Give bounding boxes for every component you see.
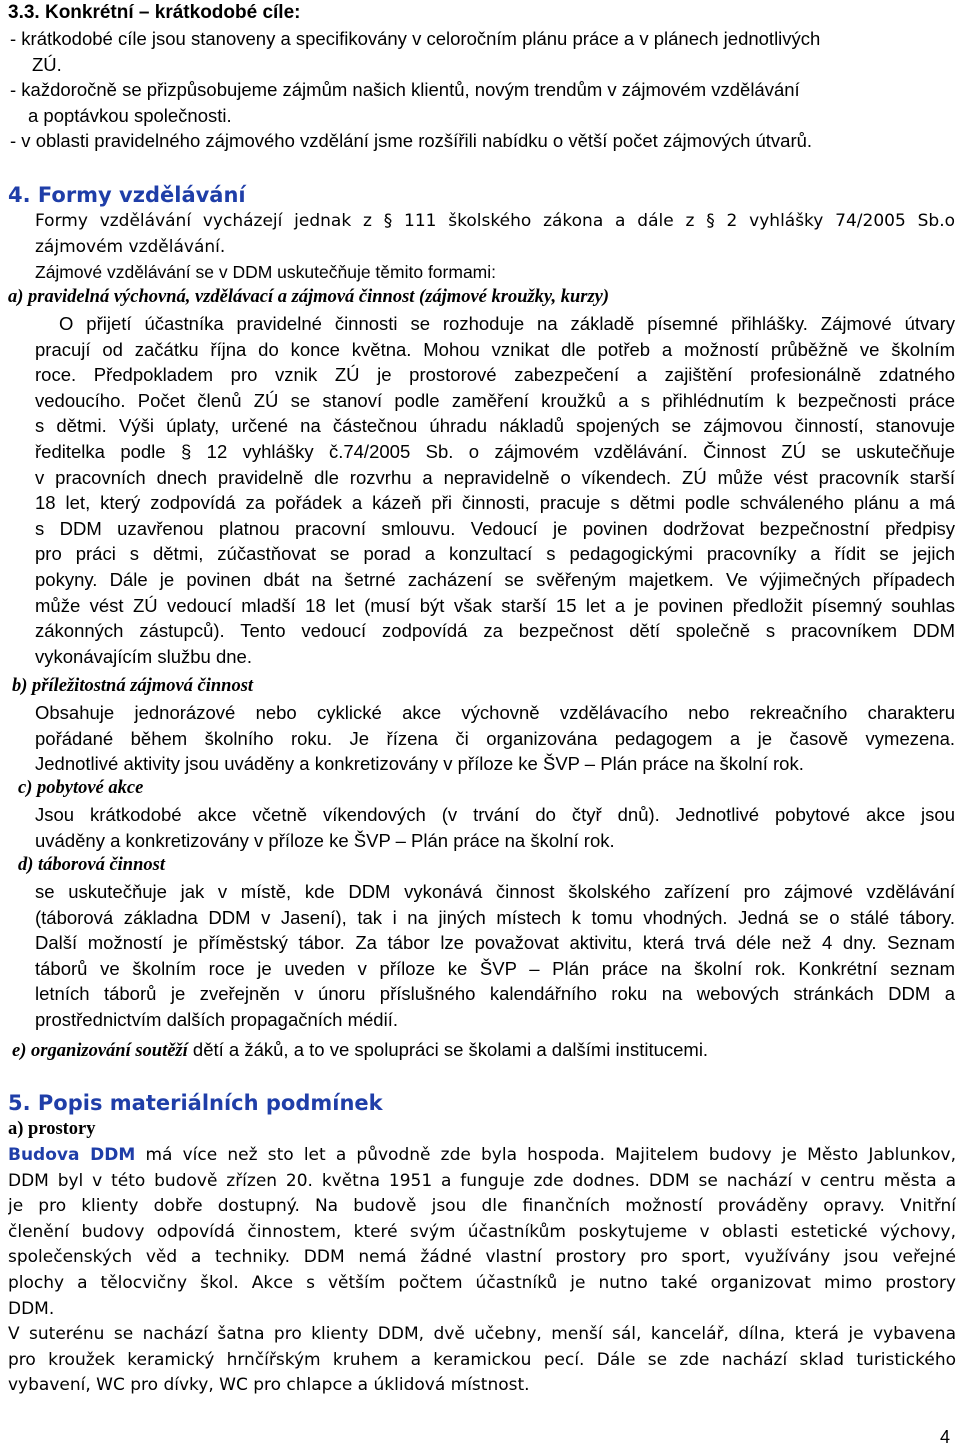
form-b-text: Obsahuje jednorázové nebo cyklické akce výchovně vzdělávacího nebo rekreačního charakteru pořádané během školního roku. Je řízena či organizována pedagogem a je časově vymezena. Jednotlivé aktivity jsou uváděny a konkretizovány v příloze ke ŠVP – Plán práce na školní rok. bbox=[35, 702, 955, 775]
section-5-heading: 5. Popis materiálních podmínek bbox=[8, 1091, 383, 1115]
section-5-text: Budova DDM má více než sto let a původně zde byla hospoda. Majitelem budovy je Město Jablunkov, DDM byl v této budově zřízen 20. května 1951 a funguje zde dodnes. DDM se nachází v centru města a je pro klienty dobře dostupný. Na budově jsou dle finančních možností prováděny opravy. Vnitřní členění budovy odpovídá činnostem, které svým účastníkům poskytujeme v oblasti estetické výchovy, společenských věd a techniky. DDM nemá žádné vlastní prostory pro sport, využívány jsou veřejné plochy a tělocvičny škol. Akce s větším počtem účastníků je nutno také organizovat mimo prostory DDM. bbox=[8, 1145, 956, 1319]
form-c-title: c) pobytové akce bbox=[18, 778, 144, 798]
list-item: - krátkodobé cíle jsou stanoveny a specifikovány v celoročním plánu práce a v plánech jednotlivých bbox=[10, 28, 821, 49]
section-3-3-list bbox=[10, 26, 915, 154]
form-e-line bbox=[12, 1037, 708, 1063]
section-5-subheading: a) prostory bbox=[8, 1119, 96, 1139]
form-e-title: e) organizování soutěží bbox=[12, 1041, 188, 1061]
form-a-title: a) pravidelná výchovná, vzdělávací a zájmová činnost (zájmové kroužky, kurzy) bbox=[8, 287, 610, 307]
section-4-heading: 4. Formy vzdělávání bbox=[8, 183, 246, 207]
section-3-3-heading: 3.3. Konkrétní – krátkodobé cíle: bbox=[8, 2, 301, 23]
form-d-title: d) táborová činnost bbox=[18, 855, 165, 875]
form-a-text: O přijetí účastníka pravidelné činnosti se rozhoduje na základě písemné přihlášky. Zájmové útvary pracují od začátku října do konce května. Mohou vznikat dle potřeb a možností průběžně ve školním roce. Předpokladem pro vznik ZÚ je prostorové zabezpečení a zajištění profesionálně zdatného vedoucího. Počet členů ZÚ se stanoví podle zaměření kroužků a s přihlédnutím k bezpečnosti práce s dětmi. Výši úplaty, určené na částečnou úhradu nákladů spojených se zájmovou činností, stanovuje ředitelka podle § 12 vyhlášky č.74/2005 Sb. o zájmovém vzdělávání. Činnost ZÚ se uskutečňuje v pracovních dnech pravidelně dle rozvrhu a nepravidelně o víkendech. ZÚ může vést pracovník starší 18 let, který zodpovídá za pořádek a kázeň při činnosti, pracuje s dětmi podle schváleného plánu a má s DDM uzavřenou platnou pracovní smlouvu. Vedoucí je povinen dodržovat bezpečnostní předpisy pro práci s dětmi, zúčastňovat se porad a konzultací s pedagogickými pracovníky a řídit se jejich pokyny. Dále je povinen dbát na šetrné zacházení se svěřeným majetkem. Ve výjimečných případech může vést ZÚ vedoucí mladší 18 let (musí být však starší 15 let a je povinen předložit písemný souhlas zákonných zástupců). Tento vedoucí zodpovídá za bezpečnost dětí společně s pracovníkem DDM vykonávajícím službu dne. bbox=[35, 313, 955, 667]
building-lead: Budova DDM bbox=[8, 1145, 136, 1165]
list-item: - každoročně se přizpůsobujeme zájmům našich klientů, novým trendům v zájmovém vzdělávání bbox=[10, 79, 800, 101]
form-e-text: dětí a žáků, a to ve spolupráci se školami a dalšími institucemi. bbox=[187, 1039, 709, 1060]
form-d-text: se uskutečňuje jak v místě, kde DDM vykonává činnost školského zařízení pro zájmové vzdělávání (táborová základna DDM v Jasení), tak i na jiných místech k tomu vhodných. Jedná se o stálé tábory. Další možností je příměstský tábor. Za tábor lze považovat aktivitu, která trvá déle než 4 dny. Seznam táborů ve školním roce je uveden v příloze ke ŠVP – Plán práce na školní rok. Konkrétní seznam letních táborů je zveřejněn v únoru příslušného kalendářního roku na webových stránkách DDM a prostřednictvím dalších propagačních médií. bbox=[35, 881, 955, 1030]
section-5-text-2: V suterénu se nachází šatna pro klienty DDM, dvě učebny, menší sál, kancelář, dílna, která je vybavena pro kroužek keramický hrnčířským kruhem a keramickou pecí. Dále se zde nachází sklad turistického vybavení, WC pro dívky, WC pro chlapce a úklidová místnost. bbox=[8, 1324, 956, 1396]
list-item-continuation: ZÚ. bbox=[32, 53, 62, 75]
list-item: - v oblasti pravidelného zájmového vzdělání jsme rozšířili nabídku o větší počet zájmových útvarů. bbox=[10, 130, 813, 152]
page-number: 4 bbox=[939, 1427, 950, 1447]
section-4-intro: Formy vzdělávání vycházejí jednak z § 111 školského zákona a dále z § 2 vyhlášky 74/2005 Sb.o zájmovém vzdělávání. bbox=[35, 211, 955, 257]
form-b-title: b) příležitostná zájmová činnost bbox=[12, 676, 254, 696]
list-item-continuation: a poptávkou společnosti. bbox=[28, 104, 232, 126]
forms-intro: Zájmové vzdělávání se v DDM uskutečňuje těmito formami: bbox=[35, 262, 496, 282]
form-c-text: Jsou krátkodobé akce včetně víkendových (v trvání do čtyř dnů). Jednotlivé pobytové akce jsou uváděny a konkretizovány v příloze ke ŠVP – Plán práce na školní rok. bbox=[35, 804, 955, 851]
